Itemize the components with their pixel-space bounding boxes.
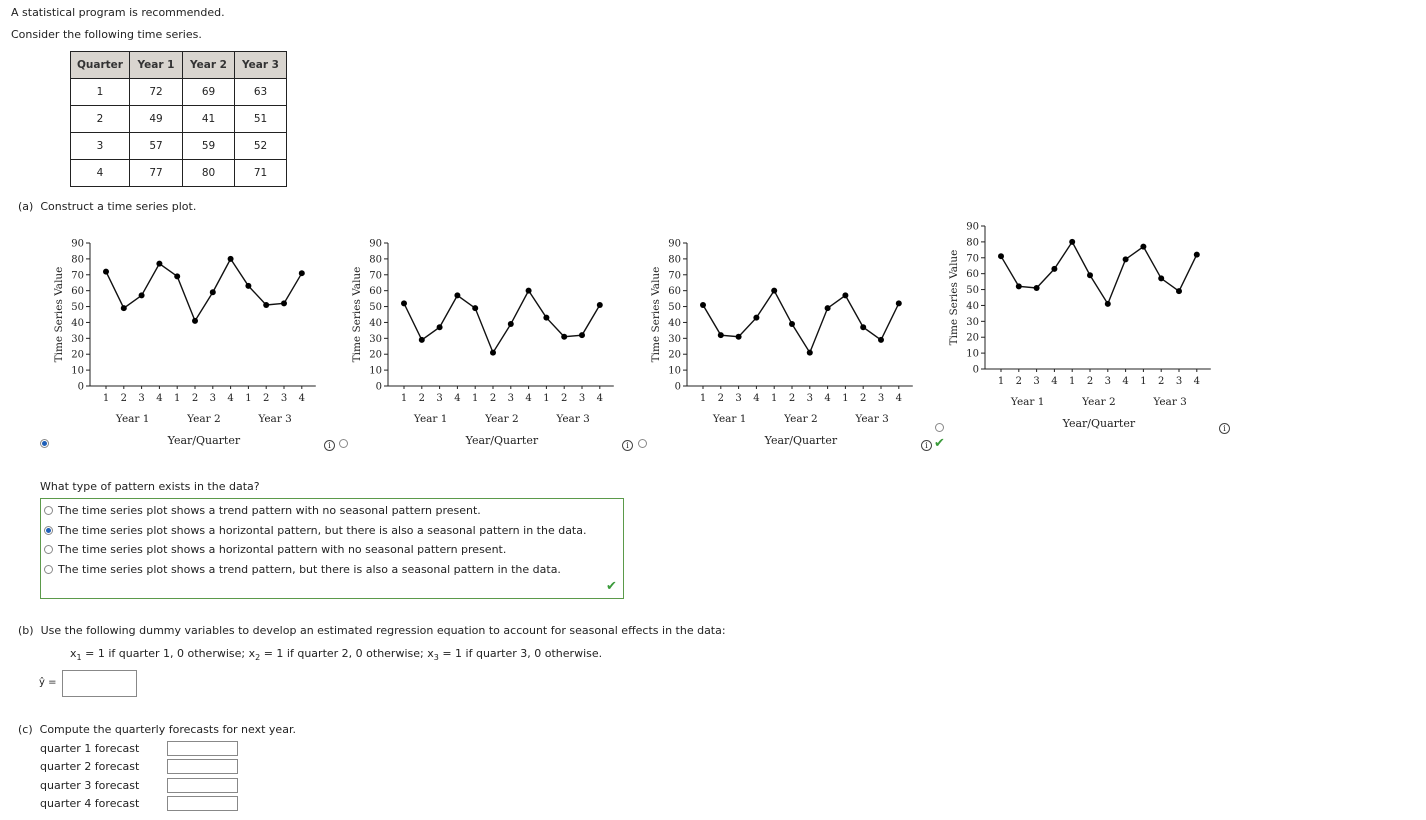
x-tick-label: 1 (997, 376, 1005, 387)
x-tick-label: 4 (227, 393, 234, 404)
y-tick-label: 30 (71, 333, 84, 345)
part-c-text: Compute the quarterly forecasts for next year. (39, 723, 296, 736)
pattern-option-2-radio[interactable] (44, 526, 53, 535)
data-point (842, 292, 848, 298)
dummy-sub-2: 2 (255, 653, 261, 663)
y-tick-label: 30 (369, 333, 382, 345)
table-header: Year 1 (130, 52, 183, 79)
series-line (1001, 242, 1197, 304)
pattern-option-3-label[interactable]: The time series plot shows a horizontal pattern with no seasonal pattern present. (58, 543, 507, 556)
x-tick-label: 4 (824, 393, 831, 404)
data-point (281, 300, 287, 306)
quarter-2-forecast-input[interactable] (167, 759, 238, 774)
x-tick-label: 3 (436, 393, 443, 404)
y-tick-label: 70 (369, 270, 382, 282)
data-point (1087, 272, 1093, 278)
x-tick-label: 3 (806, 393, 813, 404)
data-point (1034, 285, 1040, 291)
x-tick-label: 2 (263, 393, 270, 404)
data-point (299, 270, 305, 276)
x-tick-label: 1 (400, 393, 408, 404)
series-line (404, 291, 600, 353)
table-cell: 49 (130, 106, 183, 133)
dummy-sub-1: 1 (76, 653, 82, 663)
table-cell: 51 (235, 106, 287, 133)
x-tick-label: 3 (280, 393, 288, 404)
data-point (401, 300, 407, 306)
x-tick-label: 2 (1015, 376, 1022, 387)
y-tick-label: 90 (966, 221, 979, 233)
table-cell: 72 (130, 79, 183, 106)
y-tick-label: 40 (966, 300, 979, 312)
pattern-option-1-radio[interactable] (44, 506, 53, 515)
x-tick-label: 4 (454, 393, 461, 404)
table-cell: 57 (130, 133, 183, 160)
data-point (579, 332, 585, 338)
x-tick-label: 4 (1122, 376, 1129, 387)
x-axis-label: Year/Quarter (167, 434, 241, 447)
year-label: Year 3 (556, 413, 590, 425)
pattern-option-4-label[interactable]: The time series plot shows a trend pattern, but there is also a seasonal pattern in the data. (58, 563, 561, 576)
y-tick-label: 20 (71, 349, 84, 361)
year-label: Year 1 (712, 413, 747, 425)
x-tick-label: 4 (895, 393, 902, 404)
x-tick-label: 3 (1175, 376, 1183, 387)
data-point (718, 332, 724, 338)
data-point (490, 350, 496, 356)
series-line (703, 291, 899, 353)
x-tick-label: 3 (138, 393, 145, 404)
y-tick-label: 50 (668, 302, 681, 314)
series-line (106, 259, 302, 321)
pattern-question-prompt: What type of pattern exists in the data? (40, 480, 260, 493)
part-b-label: (b) (18, 624, 34, 637)
regression-equation-input[interactable] (62, 670, 137, 697)
x-tick-label: 4 (596, 393, 603, 404)
table-cell: 59 (183, 133, 235, 160)
data-point (263, 302, 269, 308)
x-tick-label: 2 (120, 393, 127, 404)
time-series-plot-option-4 (935, 213, 1225, 438)
y-axis-label: Time Series Value (948, 249, 960, 346)
table-header: Year 3 (235, 52, 287, 79)
y-tick-label: 70 (668, 270, 681, 282)
data-point (543, 315, 549, 321)
y-tick-label: 60 (71, 286, 84, 298)
data-point (771, 288, 777, 294)
x-tick-label: 1 (245, 393, 252, 404)
table-cell: 71 (235, 160, 287, 187)
data-point (1016, 283, 1022, 289)
x-axis-label: Year/Quarter (764, 434, 838, 447)
x-tick-label: 1 (699, 393, 707, 404)
x-tick-label: 3 (209, 393, 216, 404)
data-point (1105, 301, 1111, 307)
x-tick-label: 2 (860, 393, 867, 404)
x-tick-label: 3 (1104, 376, 1111, 387)
table-cell: 69 (183, 79, 235, 106)
y-tick-label: 50 (71, 302, 84, 314)
data-point (1051, 266, 1057, 272)
plot-option-2-radio[interactable] (339, 439, 348, 448)
y-axis-label: Time Series Value (351, 266, 363, 363)
data-point (789, 321, 795, 327)
x-tick-label: 2 (717, 393, 724, 404)
year-label: Year 2 (485, 413, 519, 425)
info-icon[interactable]: i (324, 440, 335, 451)
y-tick-label: 80 (668, 254, 681, 266)
x-tick-label: 2 (1158, 376, 1165, 387)
dummy-var-x2: x (248, 647, 256, 660)
data-point (192, 318, 198, 324)
recommend-text: A statistical program is recommended. (11, 6, 225, 19)
y-tick-label: 50 (369, 302, 382, 314)
y-tick-label: 0 (972, 364, 979, 376)
table-cell: 2 (71, 106, 130, 133)
table-row (71, 133, 287, 160)
data-point (1194, 252, 1200, 258)
y-tick-label: 10 (668, 365, 681, 377)
x-tick-label: 2 (191, 393, 199, 404)
time-series-plot-option-1 (40, 230, 330, 455)
x-tick-label: 2 (788, 393, 796, 404)
data-point (174, 273, 180, 279)
data-point (597, 302, 603, 308)
dummy-def-3: = 1 if quarter 3, 0 otherwise. (438, 647, 603, 660)
x-axis-label: Year/Quarter (465, 434, 539, 447)
table-cell: 41 (183, 106, 235, 133)
y-tick-label: 60 (369, 286, 382, 298)
plot-option-1-radio[interactable] (40, 439, 49, 448)
x-tick-label: 3 (735, 393, 742, 404)
table-cell: 52 (235, 133, 287, 160)
data-point (156, 261, 162, 267)
x-tick-label: 3 (1033, 376, 1040, 387)
x-tick-label: 1 (174, 393, 181, 404)
x-tick-label: 4 (298, 393, 305, 404)
y-tick-label: 20 (369, 349, 382, 361)
data-point (454, 292, 460, 298)
part-b-question (18, 624, 726, 637)
dummy-def-1: = 1 if quarter 1, 0 otherwise; (81, 647, 249, 660)
data-point (526, 288, 532, 294)
table-header-row (71, 52, 287, 79)
data-point (1158, 275, 1164, 281)
pattern-option-4-radio[interactable] (44, 565, 53, 574)
table-row (71, 79, 287, 106)
x-tick-label: 4 (156, 393, 163, 404)
part-c-question (18, 723, 296, 736)
y-tick-label: 90 (71, 238, 84, 250)
y-axis-label: Time Series Value (650, 266, 662, 363)
data-point (103, 269, 109, 275)
data-point (878, 337, 884, 343)
data-point (561, 334, 567, 340)
data-point (736, 334, 742, 340)
pattern-option-3-radio[interactable] (44, 545, 53, 554)
part-a-text: Construct a time series plot. (40, 200, 197, 213)
table-cell: 63 (235, 79, 287, 106)
dummy-sub-3: 3 (433, 653, 439, 663)
time-series-table (70, 51, 287, 187)
data-point (508, 321, 514, 327)
y-tick-label: 70 (966, 253, 979, 265)
year-label: Year 2 (1082, 396, 1116, 408)
table-cell: 80 (183, 160, 235, 187)
data-point (1140, 244, 1146, 250)
y-tick-label: 20 (668, 349, 681, 361)
data-point (210, 289, 216, 295)
quarter-2-forecast-label: quarter 2 forecast (40, 760, 140, 773)
data-point (1123, 256, 1129, 262)
data-point (998, 253, 1004, 259)
y-tick-label: 40 (369, 317, 382, 329)
year-label: Year 1 (1010, 396, 1045, 408)
x-tick-label: 4 (1193, 376, 1200, 387)
year-label: Year 3 (1153, 396, 1187, 408)
x-tick-label: 3 (507, 393, 514, 404)
correct-check-icon: ✔ (606, 579, 617, 594)
plot-option-3-radio[interactable] (638, 439, 647, 448)
table-header: Year 2 (183, 52, 235, 79)
time-series-plot-option-3 (637, 230, 927, 455)
data-point (753, 315, 759, 321)
y-tick-label: 60 (966, 269, 979, 281)
yhat-label: ŷ = (39, 677, 57, 688)
y-tick-label: 80 (966, 237, 979, 249)
year-label: Year 3 (258, 413, 292, 425)
correct-check-icon: ✔ (934, 436, 945, 451)
info-icon[interactable]: i (622, 440, 633, 451)
data-point (860, 324, 866, 330)
y-tick-label: 60 (668, 286, 681, 298)
dummy-var-x1: x (70, 647, 77, 660)
y-tick-label: 10 (71, 365, 84, 377)
year-label: Year 1 (413, 413, 448, 425)
plot-option-4-radio[interactable] (935, 423, 944, 432)
x-tick-label: 3 (877, 393, 885, 404)
time-series-plot-option-2 (338, 230, 628, 455)
x-tick-label: 1 (771, 393, 778, 404)
data-point (472, 305, 478, 311)
table-cell: 3 (71, 133, 130, 160)
pattern-option-1-label[interactable]: The time series plot shows a trend pattern with no seasonal pattern present. (58, 504, 481, 517)
quarter-4-forecast-input[interactable] (167, 796, 238, 811)
x-tick-label: 1 (842, 393, 849, 404)
y-axis-label: Time Series Value (53, 266, 65, 363)
table-cell: 77 (130, 160, 183, 187)
table-row (71, 160, 287, 187)
data-point (700, 302, 706, 308)
table-row (71, 106, 287, 133)
dummy-var-x3: x (427, 647, 434, 660)
y-tick-label: 0 (77, 381, 84, 393)
x-tick-label: 2 (1086, 376, 1094, 387)
data-point (1069, 239, 1075, 245)
data-point (807, 350, 813, 356)
y-tick-label: 80 (369, 254, 382, 266)
quarter-3-forecast-input[interactable] (167, 778, 238, 793)
dummy-variable-definitions (70, 647, 602, 662)
data-point (121, 305, 127, 311)
y-tick-label: 30 (668, 333, 681, 345)
y-tick-label: 80 (71, 254, 84, 266)
part-a-label: (a) (18, 200, 34, 213)
x-tick-label: 4 (1051, 376, 1058, 387)
y-tick-label: 90 (369, 238, 382, 250)
x-tick-label: 1 (102, 393, 110, 404)
x-tick-label: 1 (543, 393, 550, 404)
y-tick-label: 70 (71, 270, 84, 282)
x-tick-label: 3 (578, 393, 586, 404)
part-b-text: Use the following dummy variables to develop an estimated regression equation to account for seasonal effects in the data: (40, 624, 726, 637)
quarter-4-forecast-label: quarter 4 forecast (40, 797, 140, 810)
x-tick-label: 4 (525, 393, 532, 404)
table-cell: 4 (71, 160, 130, 187)
y-tick-label: 40 (668, 317, 681, 329)
x-tick-label: 1 (1069, 376, 1076, 387)
info-icon[interactable]: i (1219, 423, 1230, 434)
y-tick-label: 50 (966, 285, 979, 297)
year-label: Year 2 (784, 413, 818, 425)
consider-text: Consider the following time series. (11, 28, 202, 41)
pattern-option-2-label[interactable]: The time series plot shows a horizontal pattern, but there is also a seasonal pattern in the data. (58, 524, 587, 537)
quarter-1-forecast-label: quarter 1 forecast (40, 742, 140, 755)
x-tick-label: 1 (1140, 376, 1147, 387)
y-tick-label: 40 (71, 317, 84, 329)
year-label: Year 3 (855, 413, 889, 425)
x-tick-label: 2 (489, 393, 497, 404)
data-point (825, 305, 831, 311)
y-tick-label: 0 (375, 381, 382, 393)
x-tick-label: 2 (418, 393, 425, 404)
data-point (245, 283, 251, 289)
y-tick-label: 90 (668, 238, 681, 250)
table-cell: 1 (71, 79, 130, 106)
quarter-3-forecast-label: quarter 3 forecast (40, 779, 140, 792)
y-tick-label: 10 (369, 365, 382, 377)
x-axis-label: Year/Quarter (1062, 417, 1136, 430)
quarter-1-forecast-input[interactable] (167, 741, 238, 756)
part-a-question (18, 200, 196, 213)
dummy-def-2: = 1 if quarter 2, 0 otherwise; (260, 647, 428, 660)
info-icon[interactable]: i (921, 440, 932, 451)
data-point (896, 300, 902, 306)
y-tick-label: 0 (674, 381, 681, 393)
table-header: Quarter (71, 52, 130, 79)
part-c-label: (c) (18, 723, 33, 736)
data-point (437, 324, 443, 330)
x-tick-label: 2 (561, 393, 568, 404)
y-tick-label: 30 (966, 316, 979, 328)
y-tick-label: 20 (966, 332, 979, 344)
y-tick-label: 10 (966, 348, 979, 360)
data-point (1176, 288, 1182, 294)
x-tick-label: 4 (753, 393, 760, 404)
year-label: Year 1 (115, 413, 150, 425)
x-tick-label: 1 (472, 393, 479, 404)
data-point (419, 337, 425, 343)
data-point (139, 292, 145, 298)
data-point (228, 256, 234, 262)
year-label: Year 2 (187, 413, 221, 425)
